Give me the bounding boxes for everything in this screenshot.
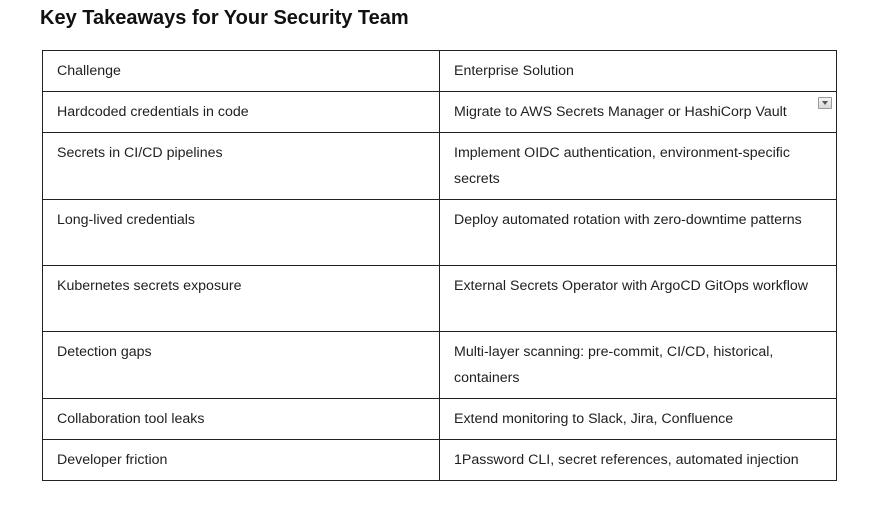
header-solution: Enterprise Solution	[440, 51, 837, 92]
challenge-cell: Kubernetes secrets exposure	[43, 266, 440, 332]
table-row	[43, 92, 837, 133]
table-row	[43, 266, 837, 332]
page-title: Key Takeaways for Your Security Team	[40, 7, 409, 29]
chevron-down-icon[interactable]	[818, 97, 832, 109]
solution-cell: Migrate to AWS Secrets Manager or HashiCorp Vault	[440, 92, 837, 133]
solution-cell: External Secrets Operator with ArgoCD GitOps workflow	[440, 266, 837, 332]
solution-cell: Multi-layer scanning: pre-commit, CI/CD, historical, containers	[440, 332, 837, 399]
table-row	[43, 399, 837, 440]
challenge-cell: Collaboration tool leaks	[43, 399, 440, 440]
table-row	[43, 200, 837, 266]
header-challenge: Challenge	[43, 51, 440, 92]
takeaways-table	[42, 50, 837, 481]
table-row	[43, 133, 837, 200]
table-row	[43, 440, 837, 481]
challenge-cell: Hardcoded credentials in code	[43, 92, 440, 133]
table-row	[43, 332, 837, 399]
challenge-cell: Detection gaps	[43, 332, 440, 399]
solution-cell: Extend monitoring to Slack, Jira, Confluence	[440, 399, 837, 440]
table-header-row	[43, 51, 837, 92]
solution-cell: Deploy automated rotation with zero-downtime patterns	[440, 200, 837, 266]
challenge-cell: Secrets in CI/CD pipelines	[43, 133, 440, 200]
challenge-cell: Developer friction	[43, 440, 440, 481]
solution-cell: 1Password CLI, secret references, automated injection	[440, 440, 837, 481]
solution-cell: Implement OIDC authentication, environment-specific secrets	[440, 133, 837, 200]
challenge-cell: Long-lived credentials	[43, 200, 440, 266]
